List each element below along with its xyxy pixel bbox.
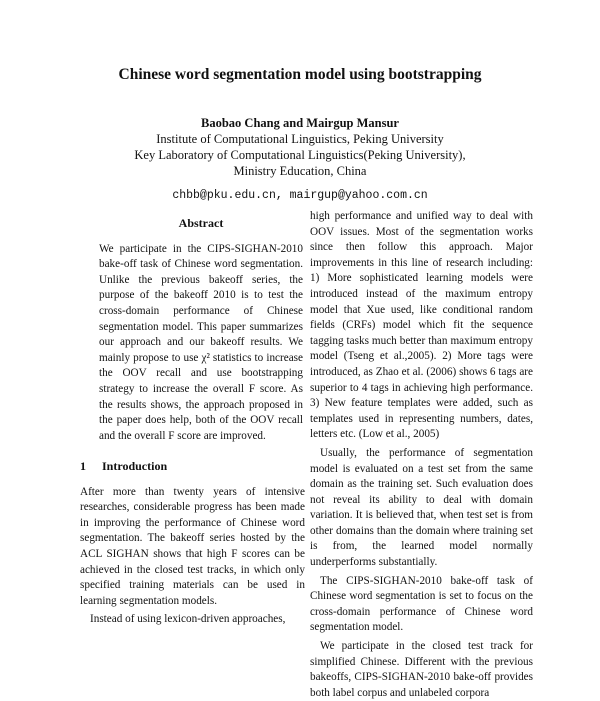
intro-paragraph-1: After more than twenty years of intensive researches, considerable progress has been made in improving the performance of Chinese word segmentation. The bakeoff series hosted by the ACL SIGHAN shows that high F scores can be achieved in the closed test tracks, in which only specified training materials can be used in learning segmentation models.: [80, 485, 305, 607]
abstract-heading: Abstract: [178, 216, 224, 230]
introduction-section: [80, 459, 305, 628]
section-title: Introduction: [102, 459, 168, 473]
intro-paragraph-2: Instead of using lexicon-driven approaches,: [90, 613, 286, 626]
abstract-section: [99, 216, 303, 444]
author-emails: chbb@pku.edu.cn, mairgup@yahoo.com.cn: [172, 189, 428, 202]
paper-title: Chinese word segmentation model using bootstrapping: [118, 66, 482, 83]
right-paragraph-3: The CIPS-SIGHAN-2010 bake-off task of Chinese word segmentation is set to focus on the cross-domain performance of Chinese word segmentation model.: [310, 574, 533, 634]
author-block: [0, 115, 600, 204]
introduction-heading: [80, 459, 305, 475]
author-names: Baobao Chang and Mairgup Mansur: [201, 116, 399, 130]
affiliation-1: Institute of Computational Linguistics, Peking University: [156, 132, 444, 146]
right-column: [310, 209, 533, 701]
right-paragraph-1: high performance and unified way to deal with OOV issues. Most of the segmentation works since then follow this approach. Major improvements in this line of research including: 1) More sophisticated learning models were introduced instead of the maximum entropy model that Xue used, like conditional random fields (CRFs) model which fit the sequence tagging tasks much better than maximum entropy model (Tseng et al.,2005). 2) More tags were introduced, as Zhao et al. (2006) shows 6 tags are superior to 4 tags in achieving high performance. 3) New feature templates were added, such as templates used in representing numbers, dates, letters etc. (Low et al., 2005): [310, 210, 533, 441]
affiliation-2: Key Laboratory of Computational Linguistics(Peking University),: [134, 148, 466, 162]
right-paragraph-4: We participate in the closed test track for simplified Chinese. Different with the previous bakeoffs, CIPS-SIGHAN-2010 bake-off provides both label corpus and unlabeled corpora: [310, 640, 533, 699]
right-paragraph-2: Usually, the performance of segmentation model is evaluated on a test set from the same domain as the training set. Such evaluation does not reveal its ability to deal with domain variation. It is believed that, when test set is from other domains than the domain where training set is from, the learned model normally underperforms substantially.: [310, 446, 533, 569]
abstract-text: We participate in the CIPS-SIGHAN-2010 bake-off task of Chinese word segmentation. Unlike the previous bakeoff series, the purpose of the bakeoff 2010 is to test the cross-domain performance of Chinese segmentation model. This paper summarizes our approach and our bakeoff results. We mainly propose to use χ² statistics to increase the OOV recall and use bootstrapping strategy to increase the overall F score. As the results shows, the approach proposed in the paper does help, both of the OOV recall and the overall F score are improved.: [99, 242, 303, 442]
section-number: 1: [80, 459, 86, 473]
affiliation-3: Ministry Education, China: [233, 164, 367, 178]
